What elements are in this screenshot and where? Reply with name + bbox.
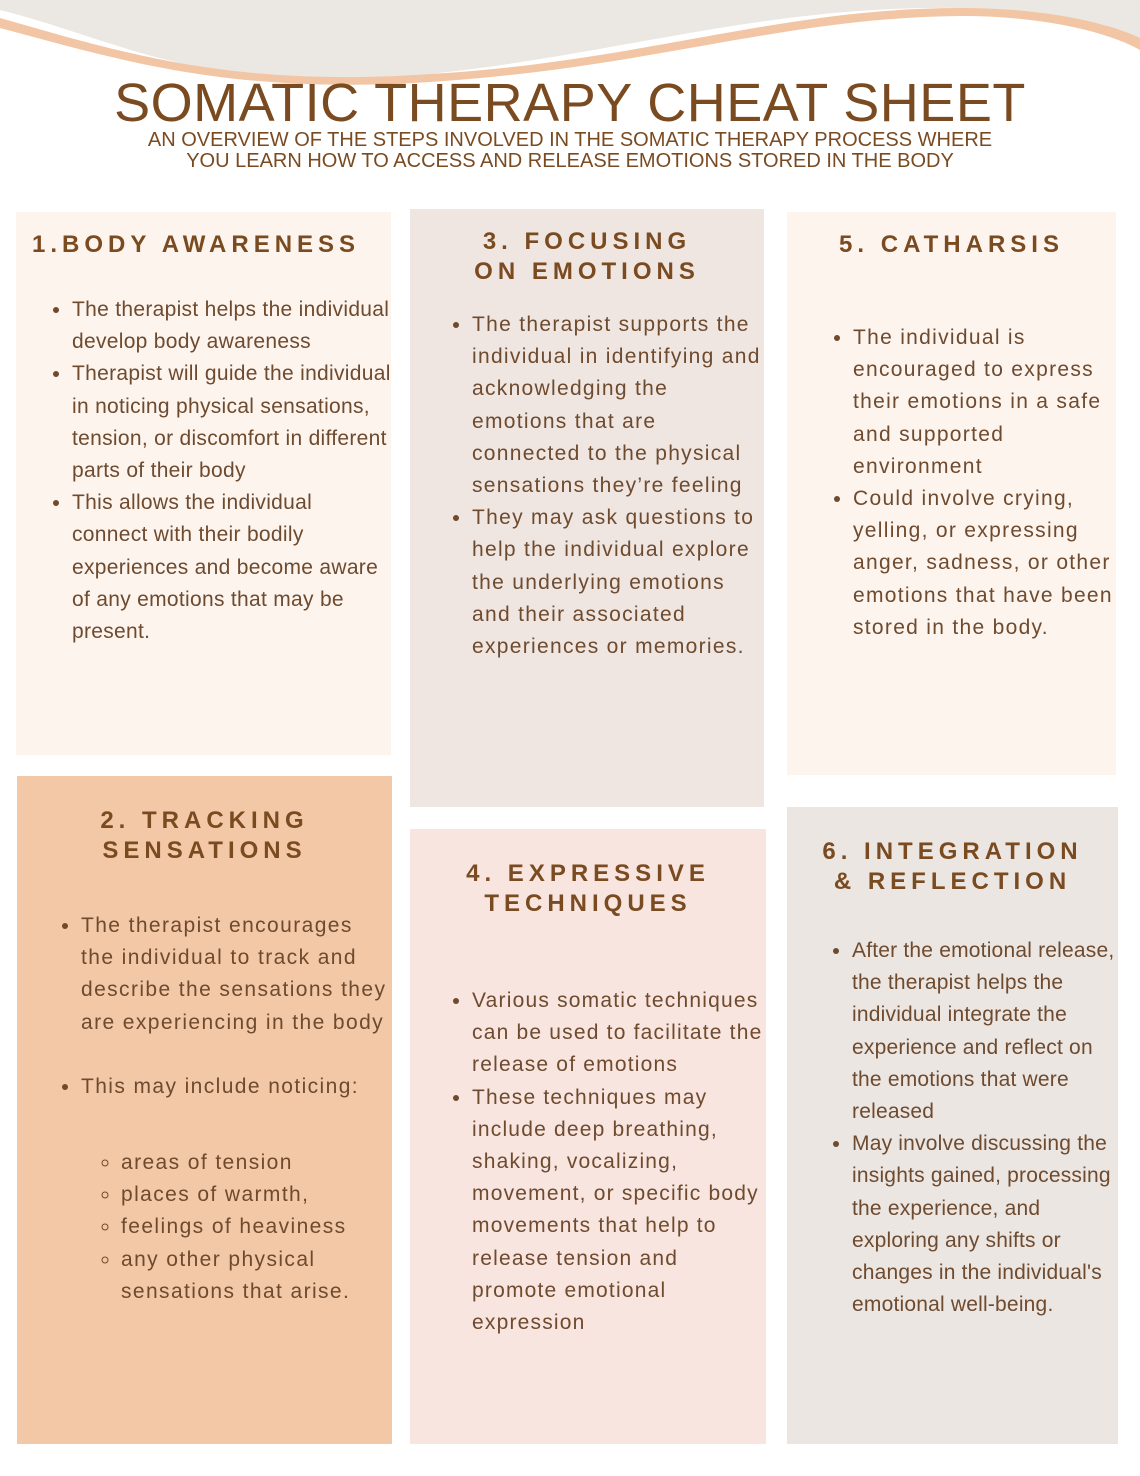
card-tracking-sensations [17,776,392,1444]
bullet-list [787,322,1116,644]
list-item: • After the emotional release, the therapist helps the individual integrate the experience and reflect on the emotions that were released [852,935,1118,1128]
card-title: 6. INTEGRATION & REFLECTION [822,838,1083,895]
card-body-awareness [16,212,391,755]
subtitle-line-1: AN OVERVIEW OF THE STEPS INVOLVED IN THE SOMATIC THERAPY PROCESS WHERE [147,129,993,151]
list-item: • May involve discussing the insights gained, processing the experience, and exploring any shifts or changes in the individual's emotional well-being. [852,1128,1118,1321]
card-title: 5. CATHARSIS [839,231,1064,258]
list-item: • Therapist will guide the individual in noticing physical sensations, tension, or discomfort in different parts of their body [72,358,391,487]
card-catharsis [787,212,1116,775]
page-subtitle [110,130,1030,172]
card-title: 2. TRACKING SENSATIONS [100,807,309,864]
list-item: • The therapist encourages the individual to track and describe the sensations they are experiencing in the body [81,910,392,1039]
list-item: • The individual is encouraged to express their emotions in a safe and supported environment [853,322,1116,483]
subtitle-line-2: YOU LEARN HOW TO ACCESS AND RELEASE EMOTIONS STORED IN THE BODY [186,150,954,172]
page-title: SOMATIC THERAPY CHEAT SHEET [114,73,1026,133]
sub-list-item: ◦ any other physical sensations that arise. [121,1244,392,1308]
sub-list-item: ◦ feelings of heaviness [121,1211,392,1243]
card-expressive-techniques [410,829,766,1444]
list-item: • The therapist supports the individual in identifying and acknowledging the emotions that are connected to the physical sensations they’re feeling [472,309,764,502]
bullet-list [410,309,764,663]
bullet-list [16,294,391,648]
bullet-list [410,985,766,1339]
list-item: • These techniques may include deep breathing, shaking, vocalizing, movement, or specific body movements that help to release tension and promote emotional expression [472,1082,766,1340]
card-title: 4. EXPRESSIVE TECHNIQUES [466,860,710,917]
card-title: 1.BODY AWARENESS [32,231,361,258]
list-item: • The therapist helps the individual develop body awareness [72,294,391,358]
sub-list-item: ◦ places of warmth, [121,1179,392,1211]
list-item: • They may ask questions to help the individual explore the underlying emotions and their associated experiences or memories. [472,502,764,663]
card-focusing-on-emotions [410,209,764,807]
sub-bullet-list [81,1147,392,1308]
bullet-list [17,910,392,1308]
card-title: 3. FOCUSING ON EMOTIONS [474,228,700,285]
card-integration-reflection [787,807,1118,1444]
list-spacer [81,1039,392,1071]
list-item: • This allows the individual connect with their bodily experiences and become aware of any emotions that may be present. [72,487,391,648]
list-item: • Various somatic techniques can be used to facilitate the release of emotions [472,985,766,1082]
list-item: • Could involve crying, yelling, or expressing anger, sadness, or other emotions that have been stored in the body. [853,483,1116,644]
list-item: • This may include noticing: ◦ areas of tension ◦ places of warmth, ◦ feelings of heaviness ◦ any other physical sensations that arise. [81,1071,392,1308]
sub-list-item: ◦ areas of tension [121,1147,392,1179]
bullet-list [787,935,1118,1321]
